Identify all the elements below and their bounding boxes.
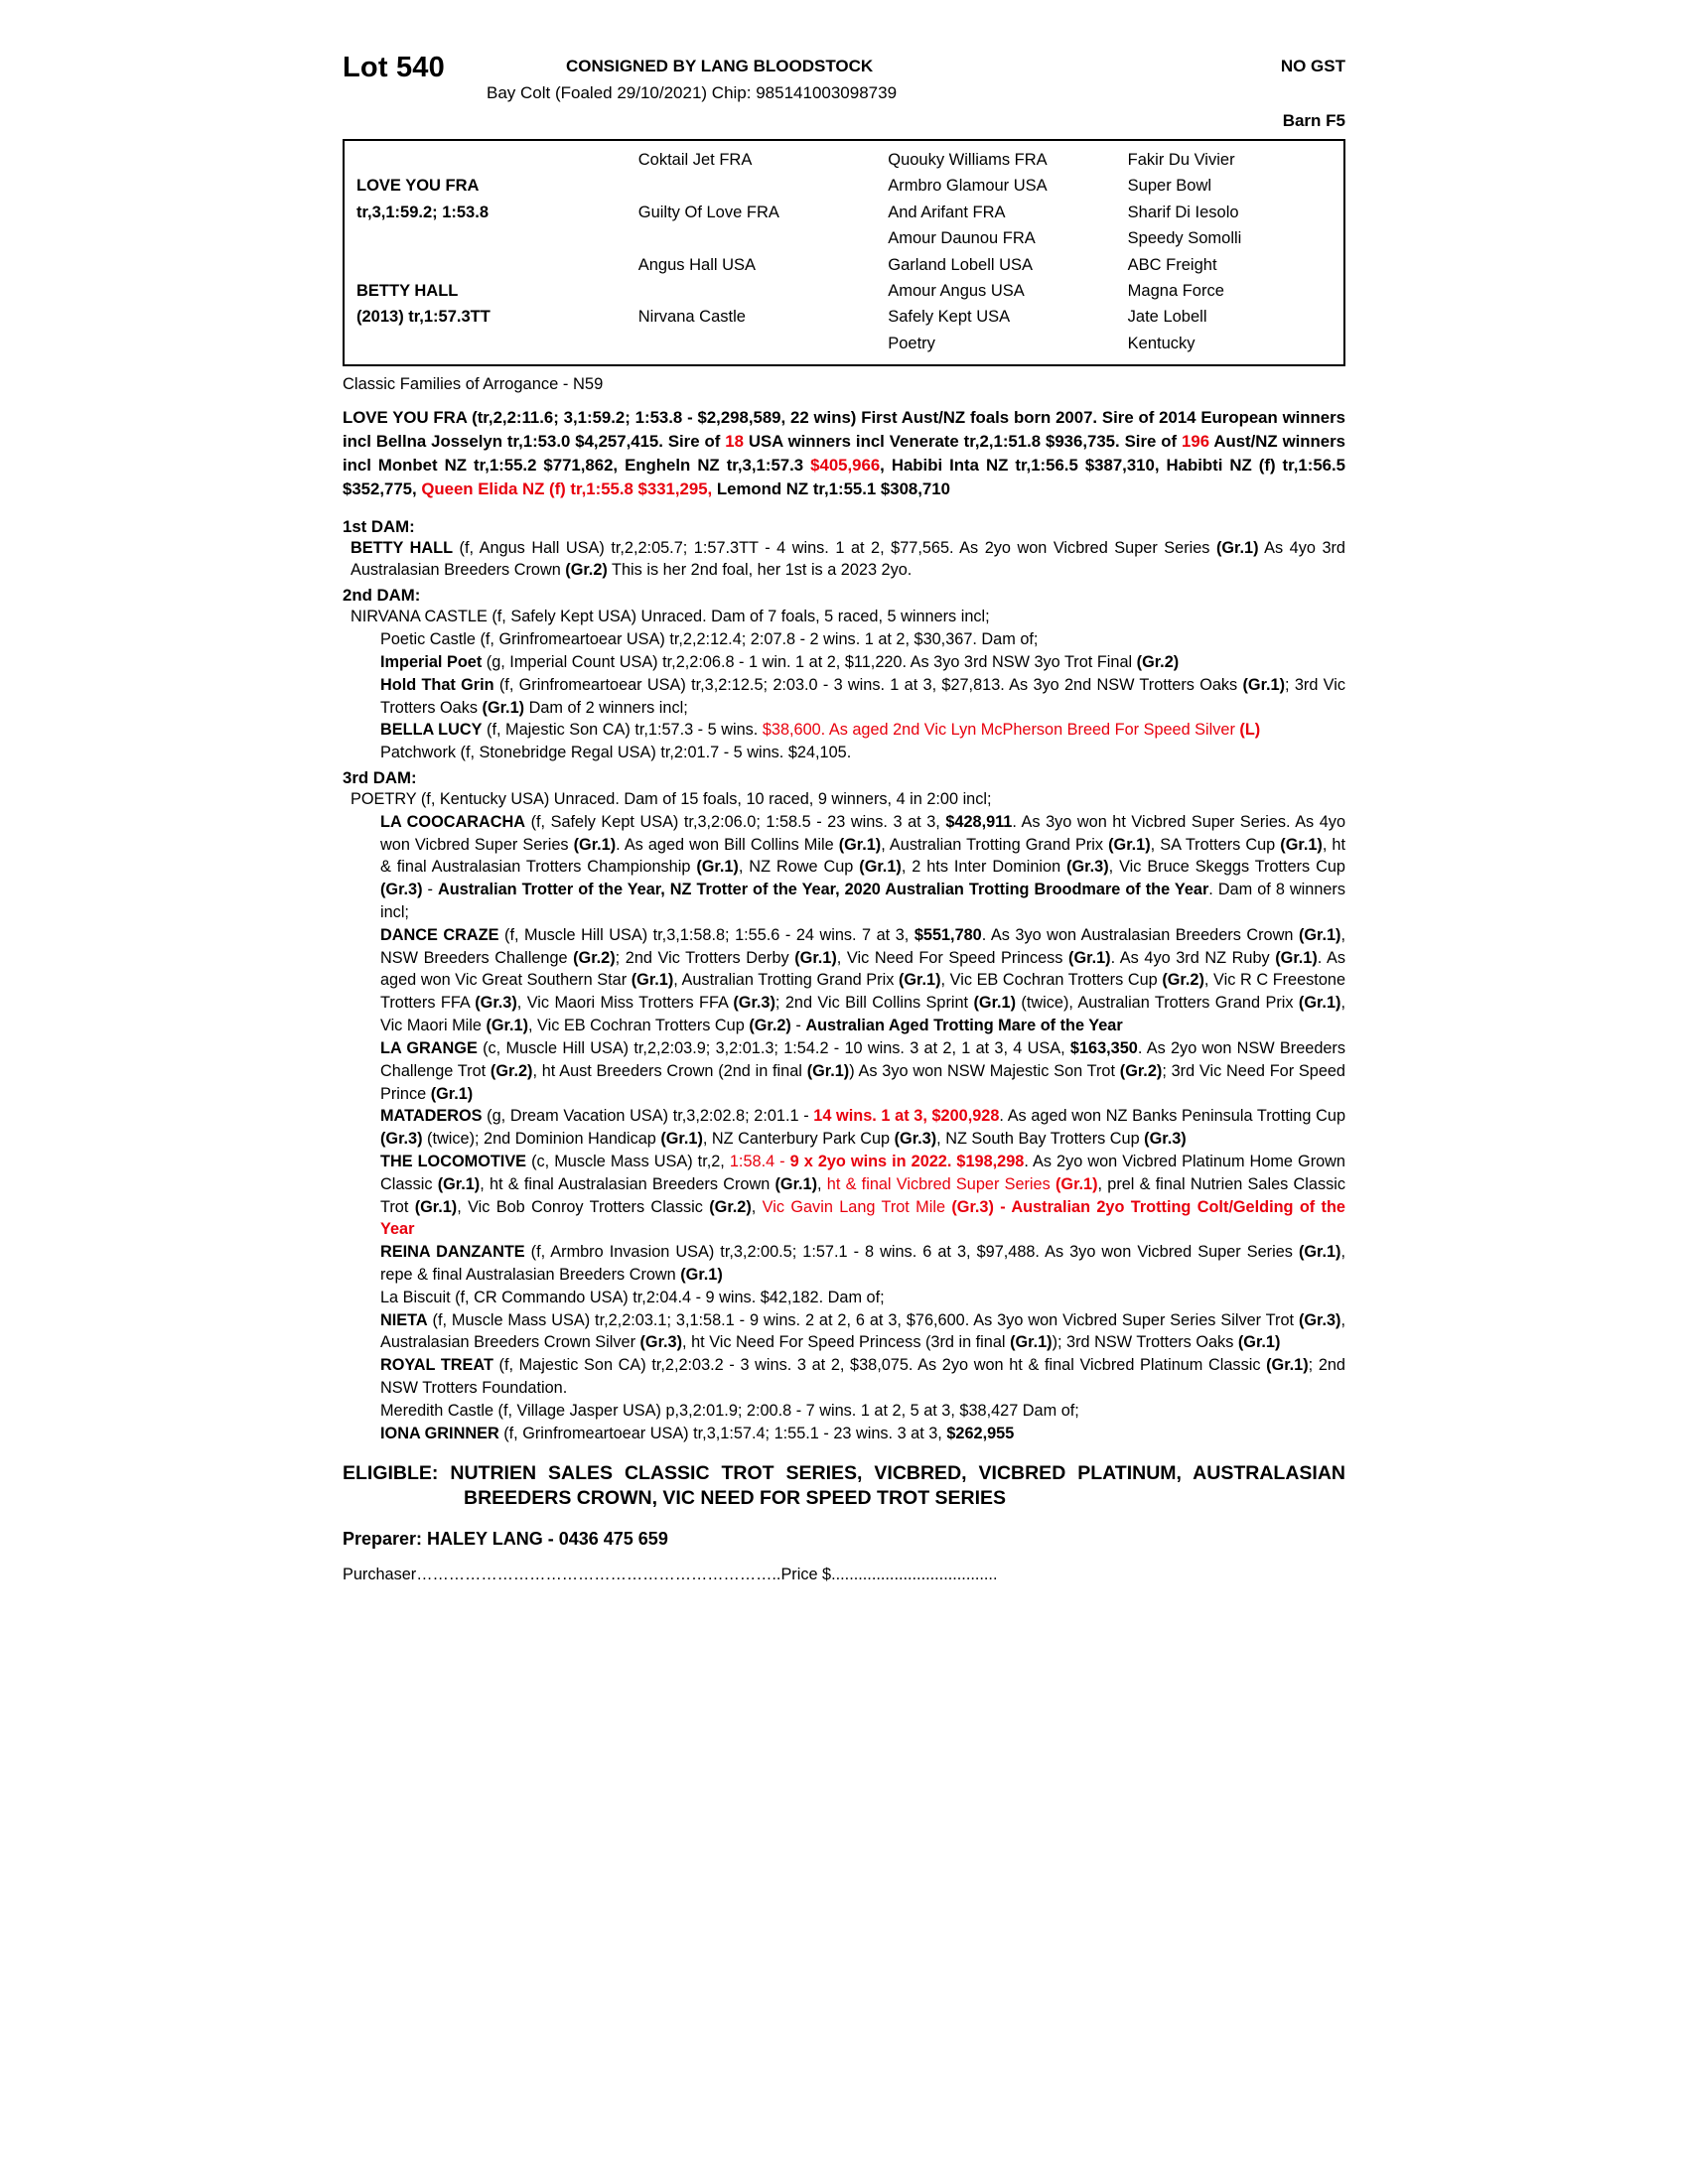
text-run: (f, Safely Kept USA) tr,3,2:06.0; 1:58.5 - 23 wins. 3 at 3, [525,812,946,831]
text-run: Queen Elida NZ (f) tr,1:55.8 $331,295, [421,478,713,498]
pedigree-row [345,173,1343,199]
text-run: ; 2nd Vic Bill Collins Sprint [774,994,974,1013]
text-run: 9 x 2yo wins in 2022. $198,298 [789,1152,1025,1170]
text-run: (Gr.1) [838,835,882,854]
text-run: Australian Aged Trotting Mare of the Year [805,1017,1123,1035]
text-run: , prel & final Nutrien Sales Classic Trot [380,1174,1345,1216]
pedigree-cell-gen2 [634,331,885,356]
text-run: (Gr.2) [1119,1061,1163,1080]
text-run: ; 2nd Vic Trotters Derby [615,948,795,967]
pedigree-entry [343,1287,1345,1309]
purchaser-line: Purchaser…………………………………………………………..Price $..................................... [343,1566,998,1584]
text-run: (Gr.1) [696,858,739,877]
pedigree-entry [343,674,1345,720]
text-run: , Vic Maori Miss Trotters FFA [516,994,734,1013]
text-run: (Gr.1) [1298,925,1341,944]
text-run: (Gr.1) [1055,1174,1098,1193]
text-run: (c, Muscle Hill USA) tr,2,2:03.9; 3,2:01.3; 1:54.2 - 10 wins. 3 at 2, 1 at 3, 4 USA, [477,1038,1070,1057]
pedigree-cell-gen4: Super Bowl [1127,177,1212,196]
text-run: MATADEROS [380,1107,483,1126]
text-run: , NSW Breeders Challenge [380,925,1345,967]
text-run: . As 2yo won NSW Breeders Challenge Trot [380,1038,1345,1080]
text-run: (Gr.1) [898,971,941,990]
text-run: Meredith Castle (f, Village Jasper USA) p,3,2:01.9; 2:00.8 - 7 wins. 1 at 2, 5 at 3, $38,427 Dam of; [380,1401,1079,1420]
text-run: Aust/NZ winners incl Monbet NZ tr,1:55.2 $771,862, Engheln NZ tr,3,1:57.3 [343,432,1345,475]
pedigree-entry [343,788,1345,811]
text-run: ); 3rd NSW Trotters Oaks [1052,1333,1238,1352]
text-run: , SA Trotters Cup [1150,835,1281,854]
sire-summary-paragraph [343,406,1345,500]
text-run: (Gr.3) [380,1130,423,1149]
text-run: (f, Armbro Invasion USA) tr,3,2:00.5; 1:57.1 - 8 wins. 6 at 3, $97,488. As 3yo won Vicbred Super Series [524,1243,1299,1262]
pedigree-cell-gen1 [345,225,634,251]
text-run: (Gr.2) [573,948,616,967]
pedigree-cell-gen3: And Arifant FRA [888,203,1006,221]
pedigree-cell-gen1: tr,3,1:59.2; 1:53.8 [356,203,489,221]
text-run: 14 wins. 1 at 3, $200,928 [813,1107,1000,1126]
text-run: ht & final Vicbred Super Series [826,1174,1055,1193]
text-run: , [817,1174,827,1193]
pedigree-cell-gen3: Quouky Williams FRA [888,151,1048,169]
pedigree-cell-gen1 [345,147,634,173]
text-run: (Gr.1) [1068,948,1111,967]
text-run: (f, Majestic Son CA) tr,2,2:03.2 - 3 wins. 3 at 2, $38,075. As 2yo won ht & final Vicbred Platinum Classic [492,1356,1267,1375]
text-run: (Gr.1) [631,971,674,990]
classic-family-line: Classic Families of Arrogance - N59 [343,375,604,394]
pedigree-entry [343,1423,1345,1445]
consignor-line: CONSIGNED BY LANG BLOODSTOCK [566,57,874,75]
text-run: ; 2nd NSW Trotters Foundation. [380,1356,1345,1398]
pedigree-cell-gen1 [345,331,634,356]
text-run: (Gr.1) [1242,675,1286,694]
text-run: (f, Muscle Mass USA) tr,2,2:03.1; 3,1:58.1 - 9 wins. 2 at 2, 6 at 3, $76,600. As 3yo won Vicbred Super Series Silver Trot [427,1310,1299,1329]
text-run: (Gr.1) [437,1174,481,1193]
text-run: (Gr.3) [733,994,775,1013]
text-run: (Gr.2) [565,561,608,580]
text-run: , Vic Bruce Skeggs Trotters Cup [1108,858,1345,877]
barn-label: Barn F5 [1282,111,1345,130]
text-run: , Vic Bob Conroy Trotters Classic [457,1197,710,1216]
text-run: Dam of 2 winners incl; [524,698,688,717]
text-run: Vic Gavin Lang Trot Mile [762,1197,952,1216]
text-run: (f, Grinfromeartoear USA) tr,3,1:57.4; 1:55.1 - 23 wins. 3 at 3, [498,1424,947,1442]
pedigree-cell-gen3: Amour Daunou FRA [888,229,1036,248]
text-run: (Gr.1) [1298,1243,1341,1262]
text-run: , Vic EB Cochran Trotters Cup [940,971,1163,990]
pedigree-entry [343,606,1345,628]
subject-description: Bay Colt (Foaled 29/10/2021) Chip: 985141003098739 [487,83,898,102]
text-run: (Gr.1) [1280,835,1323,854]
dam-heading: 3rd DAM: [343,767,417,787]
text-run: , ht Aust Breeders Crown (2nd in final [532,1061,807,1080]
text-run: USA winners incl Venerate tr,2,1:51.8 $936,735. Sire of [743,432,1183,452]
pedigree-entry [343,811,1345,924]
pedigree-entry [343,1241,1345,1287]
text-run: - [790,1017,806,1035]
text-run: (Gr.3) [894,1130,937,1149]
text-run: Poetic Castle (f, Grinfromeartoear USA) tr,2,2:12.4; 2:07.8 - 2 wins. 1 at 2, $30,367. Dam of; [380,630,1039,649]
text-run: (Gr.1) [859,858,902,877]
text-run: , Habibi Inta NZ tr,1:56.5 $387,310, Habibti NZ (f) tr,1:56.5 $352,775, [343,455,1345,498]
text-run: , [751,1197,763,1216]
pedigree-entry [343,719,1345,742]
dam-heading: 1st DAM: [343,516,415,536]
text-run: 1:58.4 - [729,1152,790,1170]
pedigree-cell-gen3: Garland Lobell USA [888,255,1034,274]
text-run: $262,955 [946,1424,1015,1442]
pedigree-cell-gen4: Fakir Du Vivier [1127,151,1235,169]
text-run: (Gr.2) [709,1197,752,1216]
text-run: . As 3yo won ht Vicbred Super Series. As 4yo won Vicbred Super Series [380,812,1345,854]
text-run: REINA DANZANTE [380,1243,525,1262]
text-run: 18 [725,432,744,452]
text-run: (Gr.3) [380,881,423,899]
text-run: , Australian Trotting Grand Prix [881,835,1109,854]
text-run: (Gr.3) [951,1197,994,1216]
pedigree-row [345,200,1343,225]
pedigree-cell-gen1 [345,252,634,278]
lot-number: Lot 540 [343,52,445,83]
text-run: Hold That Grin [380,675,494,694]
pedigree-entry [343,924,1345,1037]
pedigree-cell-gen2: Nirvana Castle [637,308,746,327]
pedigree-cell-gen2: Guilty Of Love FRA [637,203,779,221]
text-run: (Gr.3) [1298,1310,1341,1329]
text-run: (Gr.1) [680,1266,723,1284]
text-run: (L) [1239,721,1261,740]
text-run: BELLA LUCY [380,721,483,740]
pedigree-box [343,139,1345,366]
text-run: . As 4yo 3rd NZ Ruby [1110,948,1276,967]
text-run: (Gr.1) [1108,835,1151,854]
pedigree-cell-gen3: Armbro Glamour USA [888,177,1048,196]
text-run: BETTY HALL [351,538,454,557]
text-run: (Gr.3) [1066,858,1109,877]
pedigree-entry [343,651,1345,674]
pedigree-row [345,225,1343,251]
text-run: , ht Vic Need For Speed Princess (3rd in final [682,1333,1011,1352]
pedigree-row [345,252,1343,278]
text-run: La Biscuit (f, CR Commando USA) tr,2:04.4 - 9 wins. $42,182. Dam of; [380,1288,885,1306]
pedigree-cell-gen2: Angus Hall USA [637,255,757,274]
pedigree-row [345,304,1343,330]
text-run: ) As 3yo won NSW Majestic Son Trot [849,1061,1120,1080]
text-run: (Gr.1) [482,698,525,717]
text-run: (Gr.1) [1237,1333,1281,1352]
text-run: , Vic R C Freestone Trotters FFA [380,971,1345,1013]
pedigree-entry [343,1105,1345,1151]
pedigree-cell-gen4: ABC Freight [1127,255,1217,274]
pedigree-cell-gen2 [634,173,885,199]
text-run: (Gr.2) [1162,971,1204,990]
text-run: (Gr.1) [430,1084,474,1103]
text-run: (Gr.1) [1010,1333,1053,1352]
text-run: ROYAL TREAT [380,1356,493,1375]
text-run: . As 2yo won Vicbred Platinum Home Grown Classic [380,1152,1345,1193]
pedigree-cell-gen3: Poetry [888,334,935,352]
text-run: As 4yo 3rd Australasian Breeders Crown [351,538,1345,580]
text-run: (Gr.1) [660,1130,703,1149]
pedigree-cell-gen3: Amour Angus USA [888,282,1025,301]
text-run: (Gr.1) [794,948,837,967]
text-run: (Gr.1) [573,835,617,854]
text-run: ; 3rd Vic Trotters Oaks [380,675,1345,717]
pedigree-cell-gen4: Magna Force [1127,282,1224,301]
text-run: , Vic Need For Speed Princess [836,948,1069,967]
pedigree-entry [343,1400,1345,1423]
pedigree-cell-gen2: Coktail Jet FRA [637,151,753,169]
text-run: $163,350 [1069,1038,1138,1057]
pedigree-entry [343,1151,1345,1241]
text-run: ; 3rd Vic Need For Speed Prince [380,1061,1345,1103]
text-run: (Gr.2) [749,1017,791,1035]
text-run: $551,780 [914,925,982,944]
text-run: (f, Grinfromeartoear USA) tr,3,2:12.5; 2:03.0 - 3 wins. 1 at 3, $27,813. As 3yo 2nd NSW Trotters Oaks [493,675,1243,694]
pedigree-entry [343,537,1345,583]
text-run: (f, Majestic Son CA) tr,1:57.3 - 5 wins. [482,721,763,740]
text-run: LA GRANGE [380,1038,478,1057]
text-run: (Gr.3) [1144,1130,1187,1149]
text-run: $405,966 [810,455,881,475]
text-run: (Gr.1) [1298,994,1341,1013]
pedigree-cell-gen3: Safely Kept USA [888,308,1011,327]
gst-status: NO GST [1280,57,1345,75]
preparer-line: Preparer: HALEY LANG - 0436 475 659 [343,1529,668,1550]
text-run: (f, Muscle Hill USA) tr,3,1:58.8; 1:55.6 - 24 wins. 7 at 3, [498,925,914,944]
text-run: NIRVANA CASTLE (f, Safely Kept USA) Unraced. Dam of 7 foals, 5 raced, 5 winners incl; [351,608,990,626]
pedigree-cell-gen1: (2013) tr,1:57.3TT [356,308,491,327]
text-run: - [422,881,438,899]
text-run: (Gr.1) [806,1061,850,1080]
text-run: (Gr.1) [1275,948,1318,967]
text-run: Australian Trotter of the Year, NZ Trotter of the Year, 2020 Australian Trotting Broodmare of the Year [437,881,1209,899]
text-run: , Australian Trotting Grand Prix [673,971,899,990]
text-run: (Gr.1) [1215,538,1259,557]
text-run: , ht & final Australasian Breeders Crown [480,1174,775,1193]
text-run: . As aged won Vic Great Southern Star [380,948,1345,990]
text-run: This is her 2nd foal, her 1st is a 2023 2yo. [607,561,913,580]
text-run: THE LOCOMOTIVE [380,1152,527,1170]
text-run: (Gr.1) [414,1197,458,1216]
text-run: , NZ Rowe Cup [738,858,860,877]
pedigree-row [345,331,1343,356]
pedigree-entry [343,1309,1345,1355]
text-run: , ht & final Australasian Trotters Championship [380,835,1345,877]
pedigree-cell-gen4: Jate Lobell [1127,308,1207,327]
text-run: (twice); 2nd Dominion Handicap [422,1130,661,1149]
text-run: (g, Imperial Count USA) tr,2,2:06.8 - 1 win. 1 at 2, $11,220. As 3yo 3rd NSW 3yo Trot Final [482,652,1137,671]
pedigree-entry [343,1037,1345,1105]
text-run: (Gr.3) [639,1333,683,1352]
text-run: (c, Muscle Mass USA) tr,2, [526,1152,730,1170]
pedigree-cell-gen4: Speedy Somolli [1127,229,1242,248]
text-run: (g, Dream Vacation USA) tr,3,2:02.8; 2:01.1 - [482,1107,814,1126]
pedigree-entry [343,742,1345,764]
page-header [343,40,1345,135]
pedigree-row [345,278,1343,304]
text-run: (Gr.1) [973,994,1017,1013]
text-run: . As 3yo won Australasian Breeders Crown [981,925,1299,944]
text-run: (Gr.1) [1266,1356,1309,1375]
text-run: (twice), Australian Trotters Grand Prix [1016,994,1299,1013]
text-run: (Gr.2) [490,1061,533,1080]
text-run: - Australian 2yo Trotting Colt/Gelding of the Year [380,1197,1345,1239]
text-run: (Gr.1) [774,1174,818,1193]
eligible-series: ELIGIBLE: NUTRIEN SALES CLASSIC TROT SERIES, VICBRED, VICBRED PLATINUM, AUSTRALASIAN BREEDERS CROWN, VIC NEED FOR SPEED TROT SERIES [343,1461,1345,1509]
text-run: Patchwork (f, Stonebridge Regal USA) tr,2:01.7 - 5 wins. $24,105. [380,744,852,762]
text-run: $428,911 [945,812,1013,831]
text-run: Imperial Poet [380,652,483,671]
pedigree-entry [343,1354,1345,1400]
text-run: IONA GRINNER [380,1424,499,1442]
text-run: . As aged won Bill Collins Mile [616,835,839,854]
text-run: POETRY (f, Kentucky USA) Unraced. Dam of 15 foals, 10 raced, 9 winners, 4 in 2:00 incl; [351,789,992,808]
text-run: , Australasian Breeders Crown Silver [380,1310,1345,1352]
text-run: (Gr.2) [1136,652,1180,671]
text-run: , Vic Maori Mile [380,994,1345,1035]
text-run: . As aged won NZ Banks Peninsula Trotting Cup [999,1107,1346,1126]
pedigree-row [345,147,1343,173]
text-run: , NZ South Bay Trotters Cup [936,1130,1145,1149]
text-run: , repe & final Australasian Breeders Crown [380,1243,1345,1284]
text-run: 196 [1182,432,1210,452]
text-run: , 2 hts Inter Dominion [901,858,1067,877]
pedigree-cell-gen2 [634,278,885,304]
pedigree-cell-gen2 [634,225,885,251]
pedigree-cell-gen4: Kentucky [1127,334,1196,352]
text-run: LOVE YOU FRA (tr,2,2:11.6; 3,1:59.2; 1:53.8 - $2,298,589, 22 wins) First Aust/NZ foals born 2007. Sire of 2014 European winners incl Bellna Josselyn tr,1:53.0 $4,257,415. Sire of [343,408,1345,452]
text-run: NIETA [380,1310,428,1329]
text-run: DANCE CRAZE [380,925,499,944]
pedigree-cell-gen1: BETTY HALL [356,282,459,301]
text-run: . Dam of 8 winners incl; [380,881,1345,921]
pedigree-entry [343,628,1345,651]
text-run: Lemond NZ tr,1:55.1 $308,710 [712,478,950,498]
text-run: LA COOCARACHA [380,812,526,831]
text-run: , NZ Canterbury Park Cup [702,1130,895,1149]
pedigree-cell-gen4: Sharif Di Iesolo [1127,203,1239,221]
pedigree-cell-gen1: LOVE YOU FRA [356,177,480,196]
text-run: (f, Angus Hall USA) tr,2,2:05.7; 1:57.3TT - 4 wins. 1 at 2, $77,565. As 2yo won Vicbred Super Series [453,538,1216,557]
catalogue-sheet [343,40,1345,1584]
text-run: , Vic EB Cochran Trotters Cup [528,1017,750,1035]
text-run: $38,600. As aged 2nd Vic Lyn McPherson Breed For Speed Silver [762,721,1240,740]
text-run: (Gr.3) [475,994,517,1013]
dam-heading: 2nd DAM: [343,586,421,606]
text-run: (Gr.1) [486,1017,528,1035]
pedigree-table [345,147,1343,356]
dam-sections [343,517,1345,1445]
